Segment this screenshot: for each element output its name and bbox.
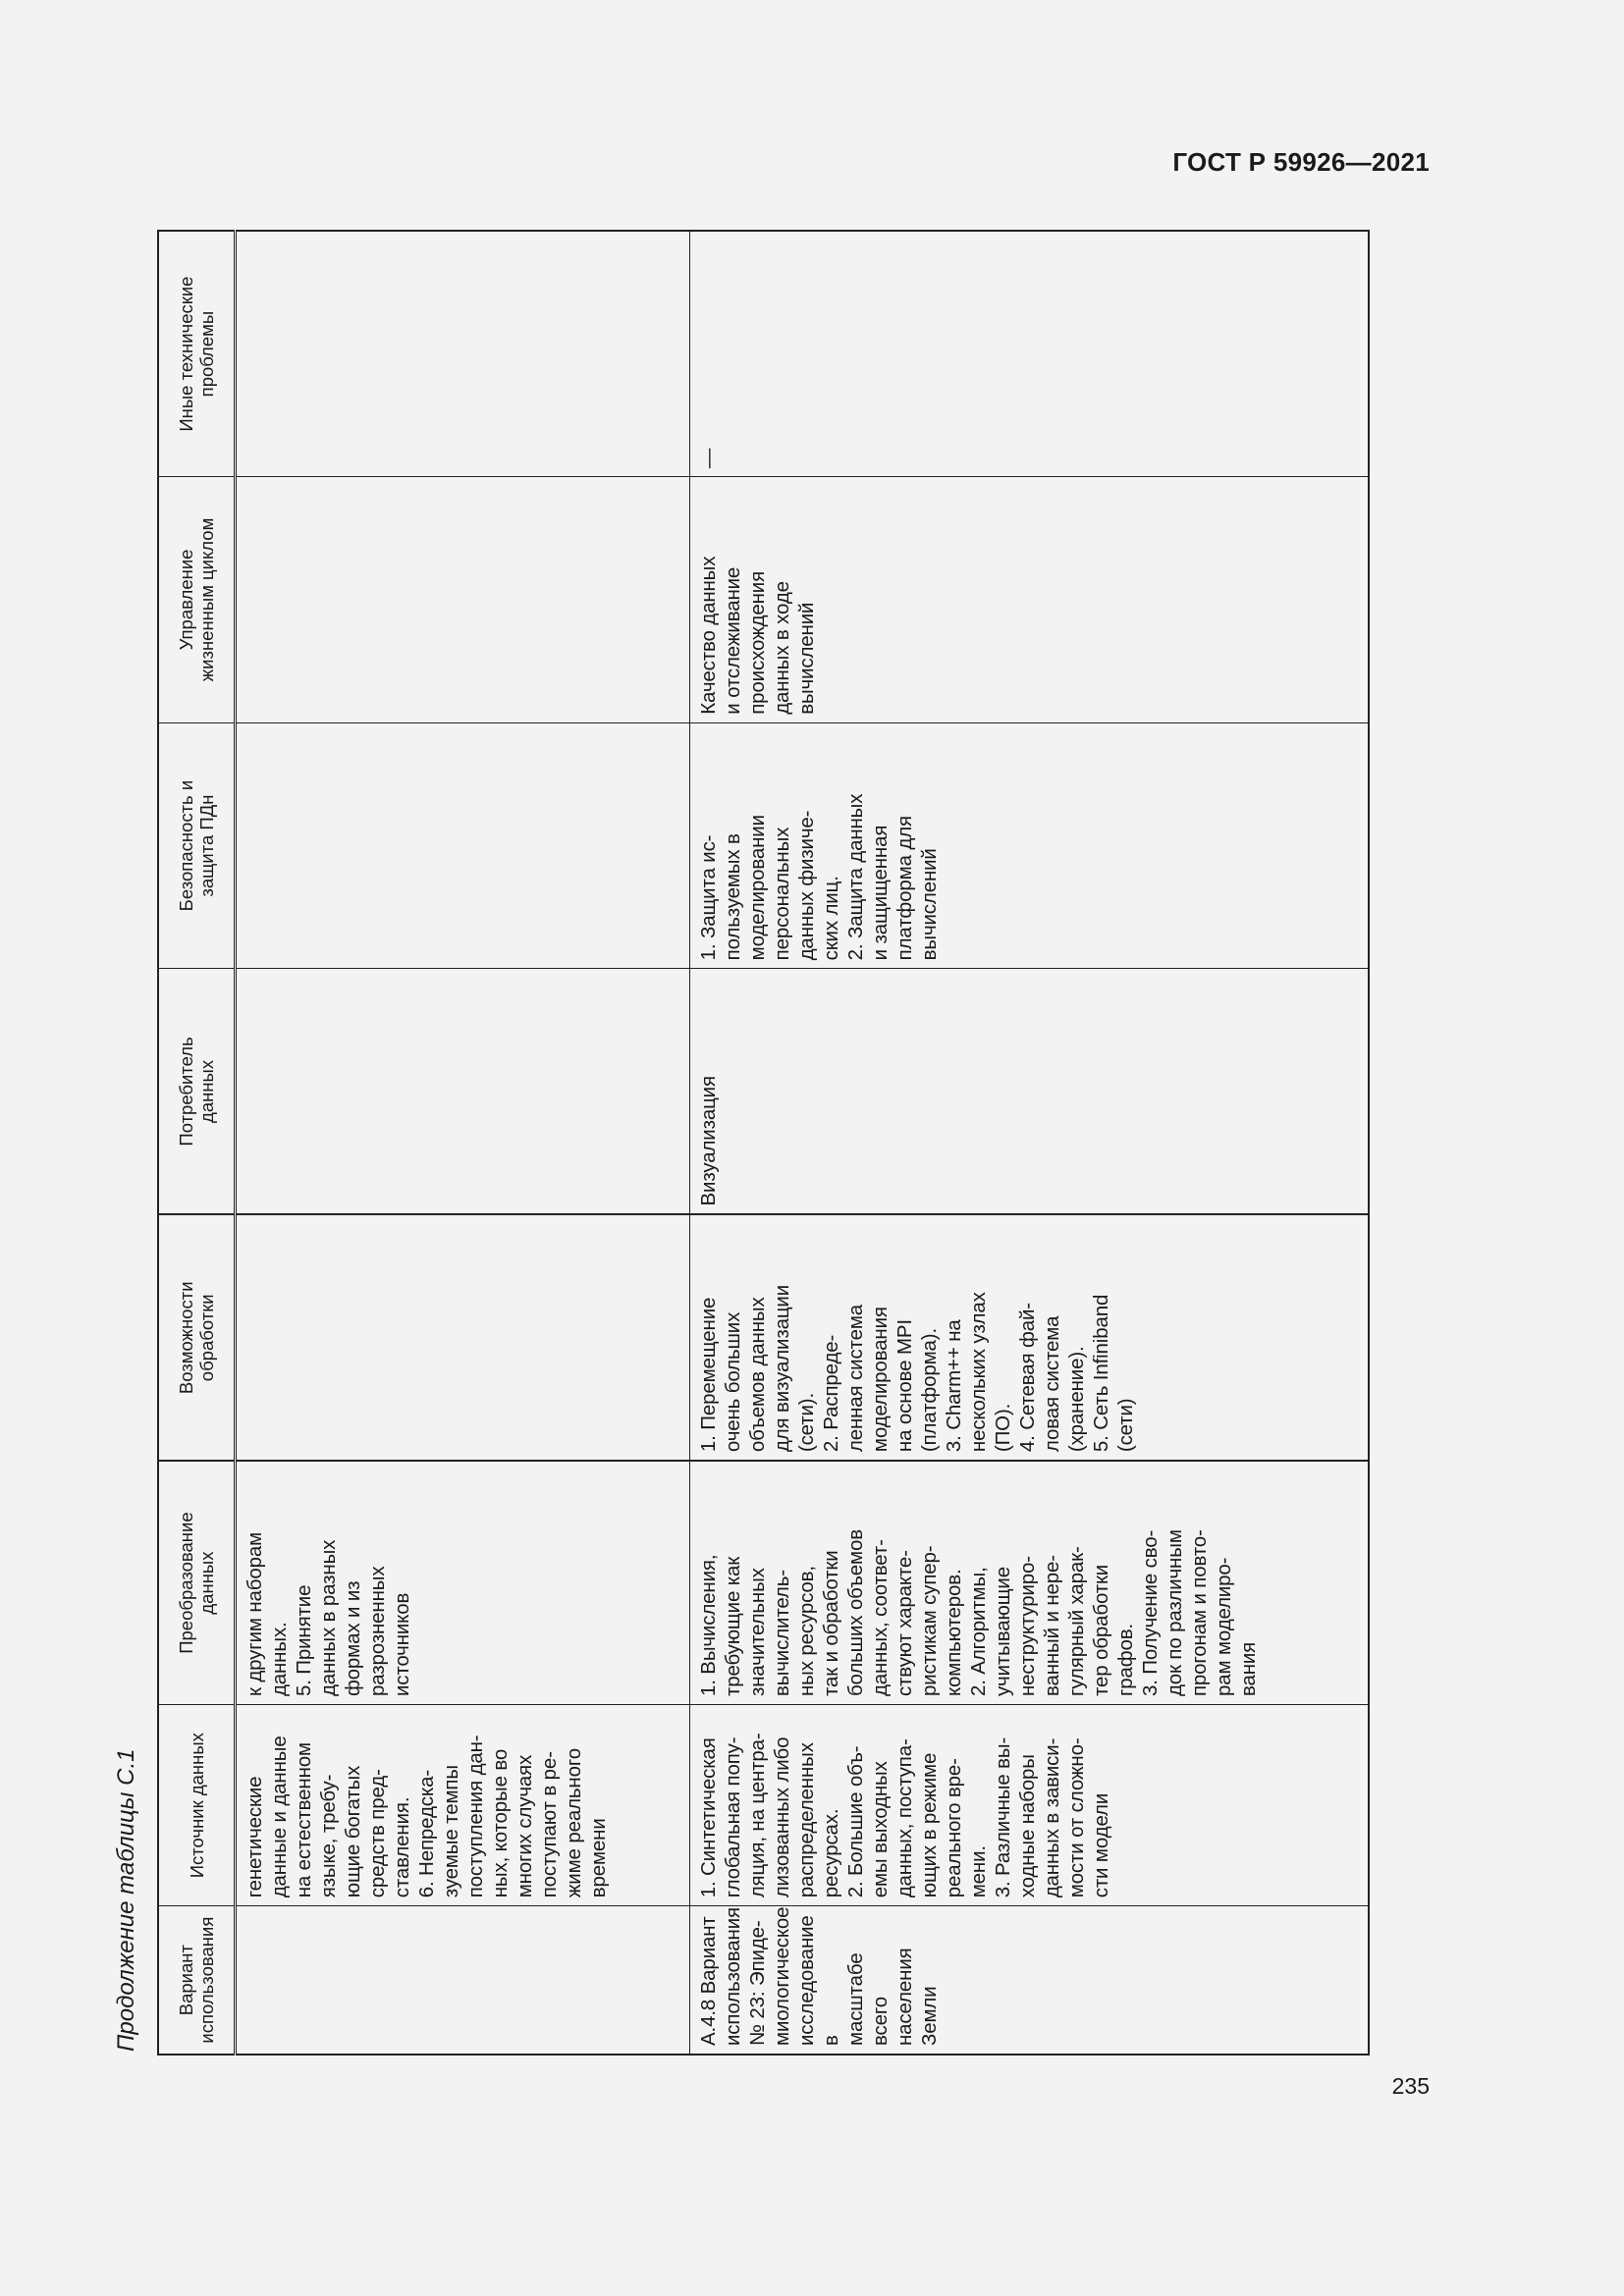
cell-use-case <box>236 1906 690 2055</box>
col-header-capabilities: Возможности обработки <box>158 1214 236 1461</box>
data-table <box>157 230 1370 2056</box>
cell-consumer: Визуализация <box>690 969 1370 1215</box>
cell-capabilities: 1. Перемещение очень больших объемов данных для визуализации (сети). 2. Распреде- ленная система моделирования на основе MPI (платформа). 3. Charm++ на нескольких узлах (ПО). 4. Сетевая фай- ловая система (хранение). 5. Сеть Infiniband (сети) <box>690 1214 1370 1461</box>
cell-data-source: 1. Синтетическая глобальная попу- ляция, на центра- лизованных либо распределенных ресурсах. 2. Большие объ- емы выходных данных, поступа- ющих в режиме реального вре- мени. 3. Различные вы- ходные наборы данных в зависи- мости от сложно- сти модели <box>690 1705 1370 1906</box>
cell-lifecycle: Качество данных и отслеживание происхождения данных в ходе вычислений <box>690 477 1370 723</box>
table-header-row <box>158 231 236 2055</box>
col-header-data-source: Источник данных <box>158 1705 236 1906</box>
rotated-table-container <box>157 230 1370 2056</box>
cell-capabilities <box>236 1214 690 1461</box>
standard-number: ГОСТ Р 59926—2021 <box>1172 147 1430 177</box>
cell-other <box>236 231 690 477</box>
cell-transformation: к другим наборам данных. 5. Принятие данных в разных формах и из разрозненных источников <box>236 1461 690 1704</box>
cell-consumer <box>236 969 690 1215</box>
cell-data-source: генетические данные и данные на естественном языке, требу- ющие богатых средств пред- ставления. 6. Непредска- зуемые темпы поступления дан- ных, которые во многих случаях поступают в ре- жиме реального времени <box>236 1705 690 1906</box>
cell-use-case: А.4.8 Вариант использования № 23: Эпиде- миологическое исследование в масштабе всего населения Земли <box>690 1906 1370 2055</box>
cell-transformation: 1. Вычисления, требующие как значительных вычислитель- ных ресурсов, так и обработки больших объемов данных, соответ- ствуют характе- ристикам супер- компьютеров. 2. Алгоритмы, учитывающие неструктуриро- ванный и нере- гулярный харак- тер обработки графов. 3. Получение сво- док по различным прогонам и повто- рам моделиро- вания <box>690 1461 1370 1704</box>
cell-lifecycle <box>236 477 690 723</box>
cell-other: — <box>690 231 1370 477</box>
table-row <box>236 231 690 2055</box>
page-number: 235 <box>1391 2073 1430 2099</box>
table-caption: Продолжение таблицы С.1 <box>113 1748 139 2052</box>
col-header-lifecycle: Управление жизненным циклом <box>158 477 236 723</box>
cell-security: 1. Защита ис- пользуемых в моделировании персональных данных физиче- ских лиц. 2. Защита данных и защищенная платформа для вычислений <box>690 722 1370 969</box>
col-header-use-case: Вариант использования <box>158 1906 236 2055</box>
cell-security <box>236 722 690 969</box>
col-header-transformation: Преобразование данных <box>158 1461 236 1704</box>
table-row <box>690 231 1370 2055</box>
col-header-other: Иные технические проблемы <box>158 231 236 477</box>
col-header-security: Безопасность и защита ПДн <box>158 722 236 969</box>
col-header-consumer: Потребитель данных <box>158 969 236 1215</box>
